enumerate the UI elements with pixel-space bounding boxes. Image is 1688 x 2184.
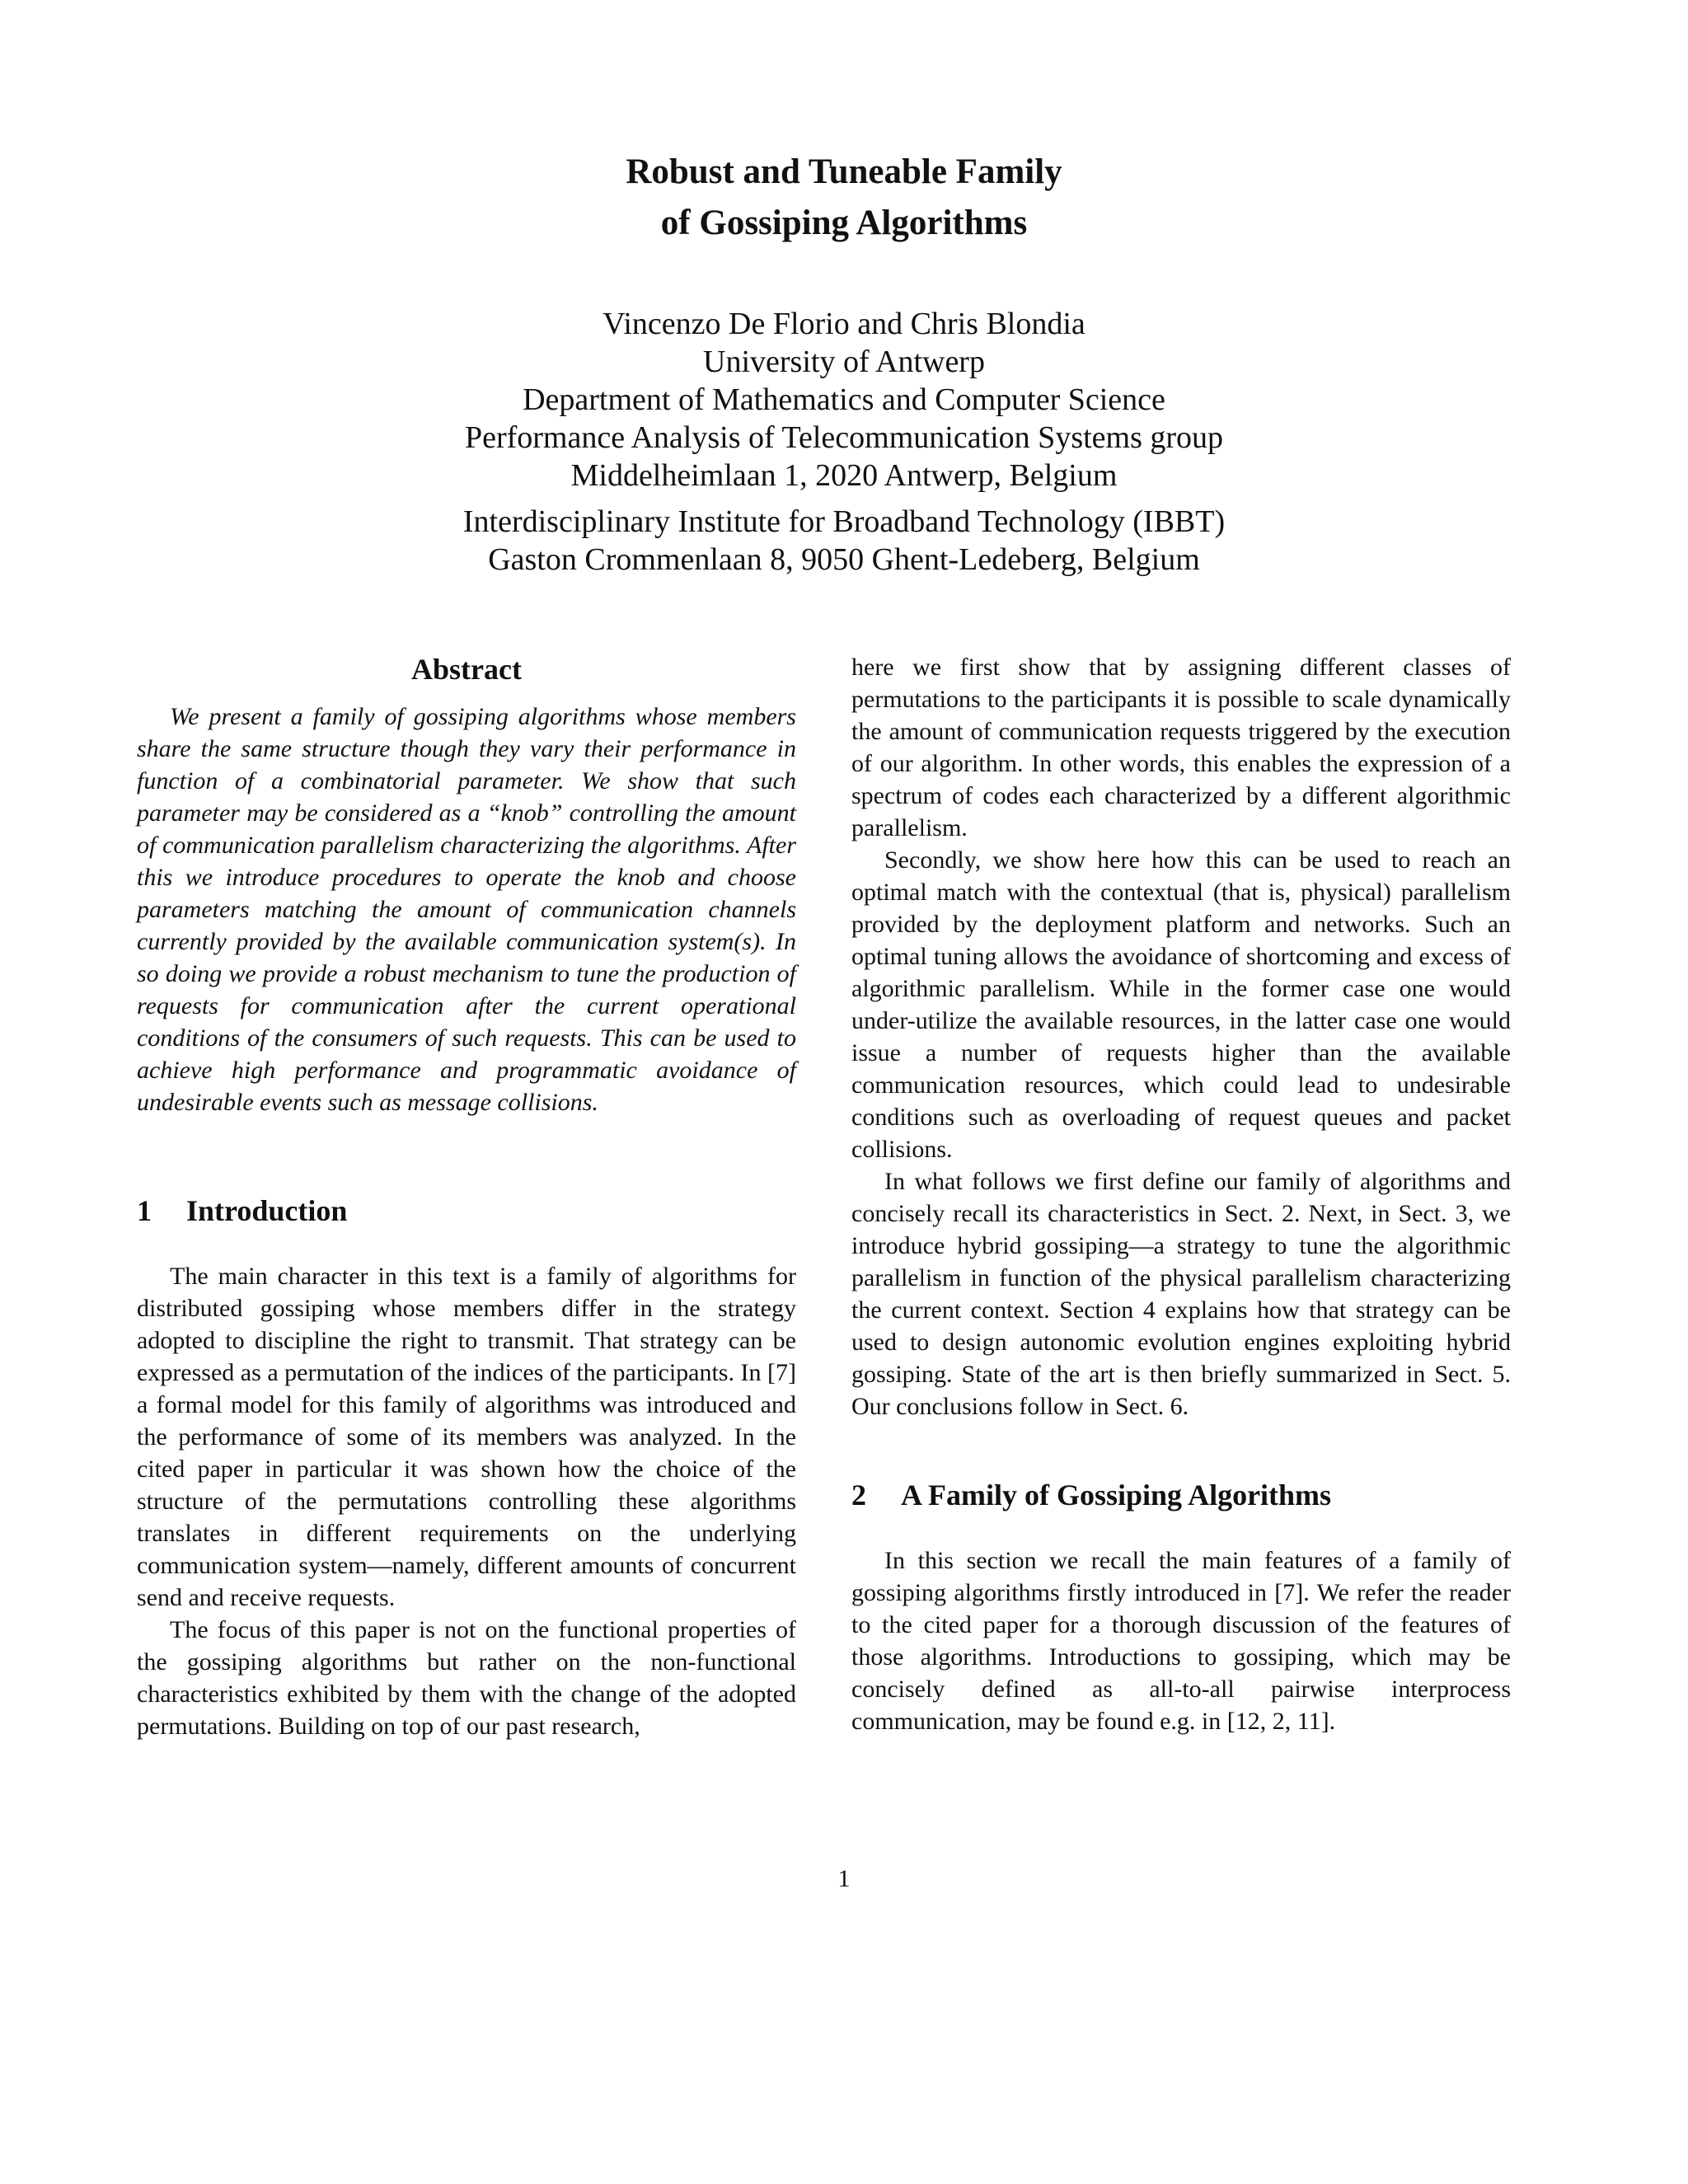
section2-paragraph-1: In this section we recall the main features of a family of gossiping algorithms firstly introduced in [7]. We refer the reader to the cited paper for a thorough discussion of the features of those algorithms. Introductions to gossiping, which may be concisely defined as all-to-all pairwise interprocess communication, may be found e.g. in [12, 2, 11].	[851, 1547, 1511, 1735]
affiliation-ibbt: Interdisciplinary Institute for Broadband Technology (IBBT)	[462, 504, 1226, 539]
intro-paragraph-2: The focus of this paper is not on the functional properties of the gossiping algorithms but rather on the non-functional characteristics exhibited by them with the change of the adopted permutations. Building on top of our past research,	[137, 1616, 796, 1740]
section-title: A Family of Gossiping Algorithms	[901, 1479, 1332, 1511]
right-paragraph-2: Secondly, we show here how this can be used to reach an optimal match with the contextual (that is, physical) parallelism provided by the deployment platform and networks. Such an optimal tuning allows the avoidance of shortcoming and excess of algorithmic parallelism. While in the former case one would under-utilize the available resources, in the latter case one would issue a number of requests higher than the available communication resources, which could lead to undesirable conditions such as overloading of request queues and packet collisions.	[851, 846, 1511, 1163]
abstract-heading: Abstract	[411, 653, 522, 686]
section-number: 2	[851, 1479, 866, 1511]
paper-title	[0, 147, 1688, 249]
intro-paragraph-1: The main character in this text is a family of algorithms for distributed gossiping whose members differ in the strategy adopted to discipline the right to transmit. That strategy can be expressed as a permutation of the indices of the participants. In [7] a formal model for this family of algorithms was introduced and the performance of some of its members was analyzed. In the cited paper in particular it was shown how the choice of the structure of the permutations controlling these algorithms translates in different requirements on the underlying communication system—namely, different amounts of concurrent send and receive requests.	[137, 1263, 796, 1611]
abstract-text: We present a family of gossiping algorithms whose members share the same structure though they vary their performance in function of a combinatorial parameter. We show that such parameter may be considered as a “knob” controlling the amount of communication parallelism characterizing the algorithms. After this we introduce procedures to operate the knob and choose parameters matching the amount of communication channels currently provided by the available communication system(s). In so doing we provide a robust mechanism to tune the production of requests for communication after the current operational conditions of the consumers of such requests. This can be used to achieve high performance and programmatic avoidance of undesirable events such as message collisions.	[137, 703, 796, 1116]
author-block	[0, 305, 1688, 579]
right-paragraph-3: In what follows we first define our family of algorithms and concisely recall its characteristics in Sect. 2. Next, in Sect. 3, we introduce hybrid gossiping—a strategy to tune the algorithmic parallelism in function of the physical parallelism characterizing the current context. Section 4 explains how that strategy can be used to design autonomic evolution engines exploiting hybrid gossiping. State of the art is then briefly summarized in Sect. 5. Our conclusions follow in Sect. 6.	[851, 1168, 1511, 1420]
affiliation-university: University of Antwerp	[703, 344, 985, 379]
title-line-1: Robust and Tuneable Family	[626, 152, 1062, 191]
section-number: 1	[137, 1194, 152, 1227]
section-title: Introduction	[186, 1194, 348, 1227]
left-column	[137, 651, 796, 1742]
section-heading-introduction	[137, 1193, 796, 1229]
address-antwerp: Middelheimlaan 1, 2020 Antwerp, Belgium	[570, 458, 1118, 493]
affiliation-group: Performance Analysis of Telecommunication Systems group	[464, 420, 1224, 455]
address-ghent: Gaston Crommenlaan 8, 9050 Ghent-Ledeberg, Belgium	[488, 542, 1200, 577]
right-column	[851, 651, 1511, 1737]
right-paragraph-1: here we first show that by assigning different classes of permutations to the participants it is possible to scale dynamically the amount of communication requests triggered by the execution of our algorithm. In other words, this enables the expression of a spectrum of codes each characterized by a different algorithmic parallelism.	[851, 654, 1511, 841]
title-line-2: of Gossiping Algorithms	[660, 204, 1028, 242]
author-block-gap	[0, 494, 1688, 503]
page-number: 1	[837, 1865, 851, 1892]
author-names: Vincenzo De Florio and Chris Blondia	[603, 307, 1085, 341]
section-heading-family	[851, 1477, 1511, 1513]
affiliation-department: Department of Mathematics and Computer Science	[523, 382, 1165, 417]
